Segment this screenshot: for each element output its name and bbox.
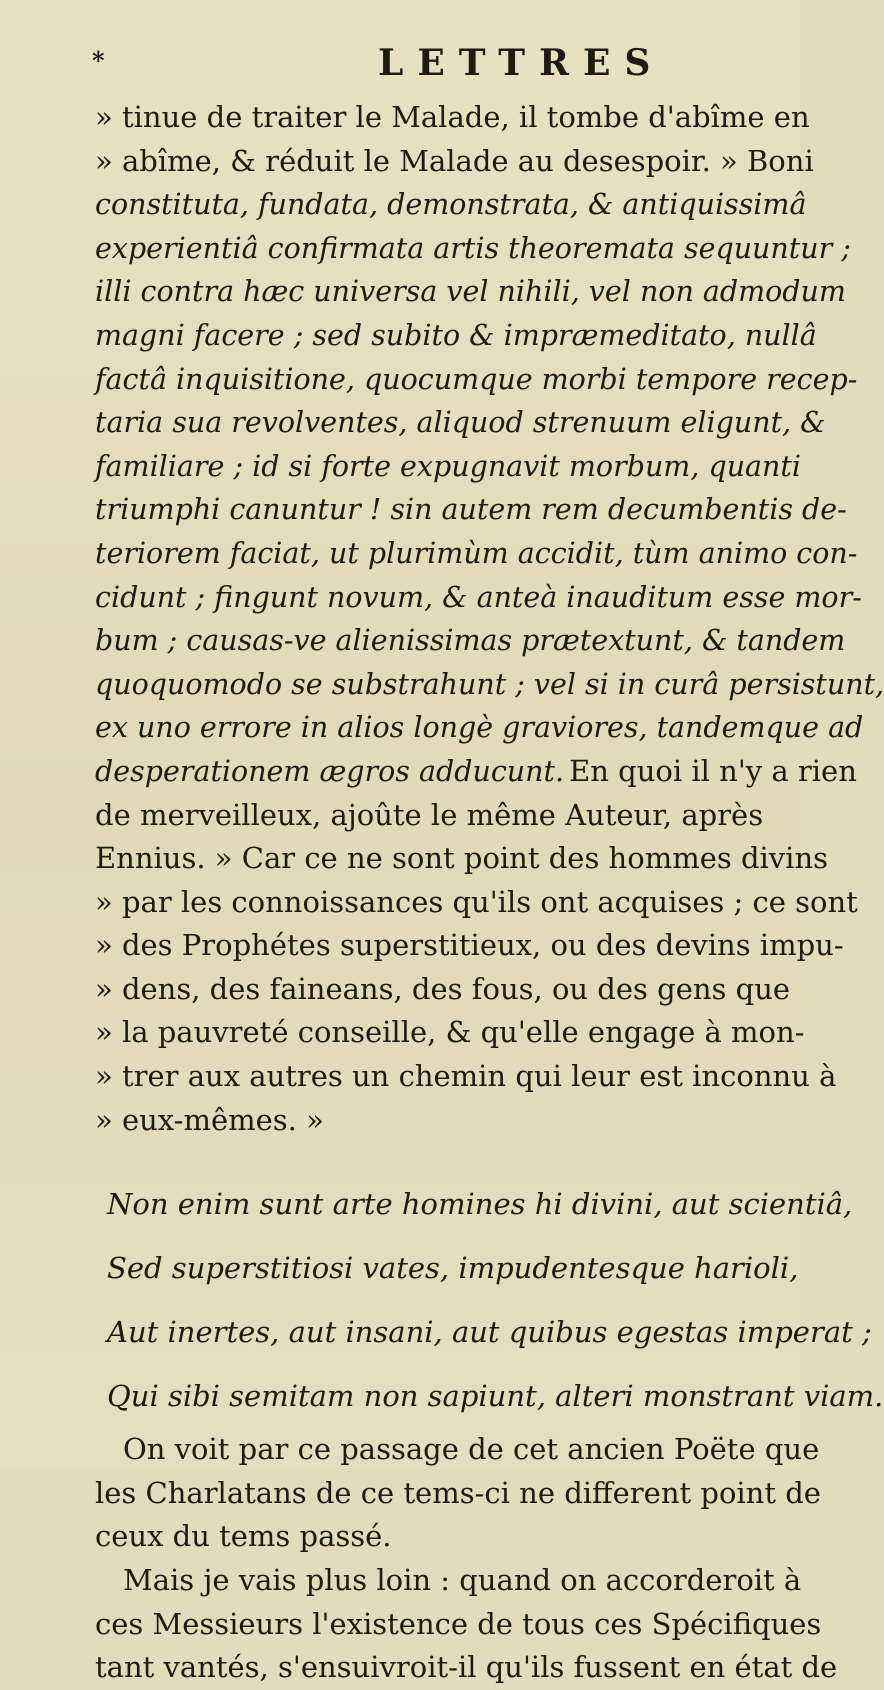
verse-line: Non enim sunt arte homines hi divini, aut scientiâ, [107,1187,853,1222]
text-line: » eux-mêmes. » [95,1102,324,1137]
verse-line: Aut inertes, aut insani, aut quibus egestas imperat ; [107,1315,872,1350]
text-line: teriorem faciat, ut plurimùm accidit, tùm animo con- [95,536,858,570]
text-line: factâ inquisitione, quocumque morbi tempore recep- [95,362,858,396]
text-line: bum ; causas-ve alienissimas prætextunt, & tandem [95,624,846,658]
text-line: » par les connoissances qu'ils ont acquises ; ce sont [95,884,858,919]
french-fragment: En quoi il n'y a rien [569,753,857,788]
text-line: experientiâ confirmata artis theoremata sequuntur ; [95,231,851,265]
text-line: » abîme, & réduit le Malade au desespoir. » Boni [95,143,814,178]
text-line: Ennius. » Car ce ne sont point des hommes divins [95,841,829,876]
verse-line: Sed superstitiosi vates, impudentesque harioli, [107,1251,799,1286]
paragraph-line: tant vantés, s'ensuivroit-il qu'ils fussent en état de [95,1650,838,1685]
header-ornament: * [92,46,105,75]
text-line: » dens, des faineans, des fous, ou des gens que [95,971,791,1006]
paragraph-line: On voit par ce passage de cet ancien Poëte que [123,1432,820,1467]
text-line: » tinue de traiter le Malade, il tombe d'abîme en [95,100,810,134]
text-line: magni facere ; sed subito & impræmeditato, nullâ [95,318,817,352]
mixed-line [95,750,857,794]
verse-line: Qui sibi semitam non sapiunt, alteri monstrant viam. [107,1379,884,1414]
paragraph-line: ceux du tems passé. [95,1519,392,1554]
text-line: » la pauvreté conseille, & qu'elle engage à mon- [95,1015,805,1050]
paragraph-line: Mais je vais plus loin : quand on accorderoit à [123,1563,802,1598]
text-line: ex uno errore in alios longè graviores, tandemque ad [95,711,864,745]
page-header [0,40,800,92]
text-line: familiare ; id si forte expugnavit morbum, quanti [95,449,801,483]
text-line: cidunt ; fingunt novum, & anteà inauditum esse mor- [95,580,862,614]
paragraph-line: les Charlatans de ce tems-ci ne different point de [95,1475,821,1510]
spacer [95,1142,775,1172]
paragraph-line: ces Messieurs l'existence de tous ces Spécifiques [95,1606,822,1641]
text-line: illi contra hæc universa vel nihili, vel non admodum [95,275,846,309]
text-line: triumphi canuntur ! sin autem rem decumbentis de- [95,493,847,527]
running-title: LETTRES [378,42,665,84]
text-line: » trer aux autres un chemin qui leur est inconnu à [95,1059,837,1094]
text-line: quoquomodo se substrahunt ; vel si in curâ persistunt, [95,667,884,701]
text-line: » des Prophétes superstitieux, ou des devins impu- [95,928,844,963]
latin-fragment: desperationem ægros adducunt. [95,754,565,788]
text-line: constituta, fundata, demonstrata, & antiquissimâ [95,188,807,222]
text-line: de merveilleux, ajoûte le même Auteur, après [95,797,764,832]
page-body [95,96,884,1690]
text-line: taria sua revolventes, aliquod strenuum eligunt, & [95,406,826,440]
